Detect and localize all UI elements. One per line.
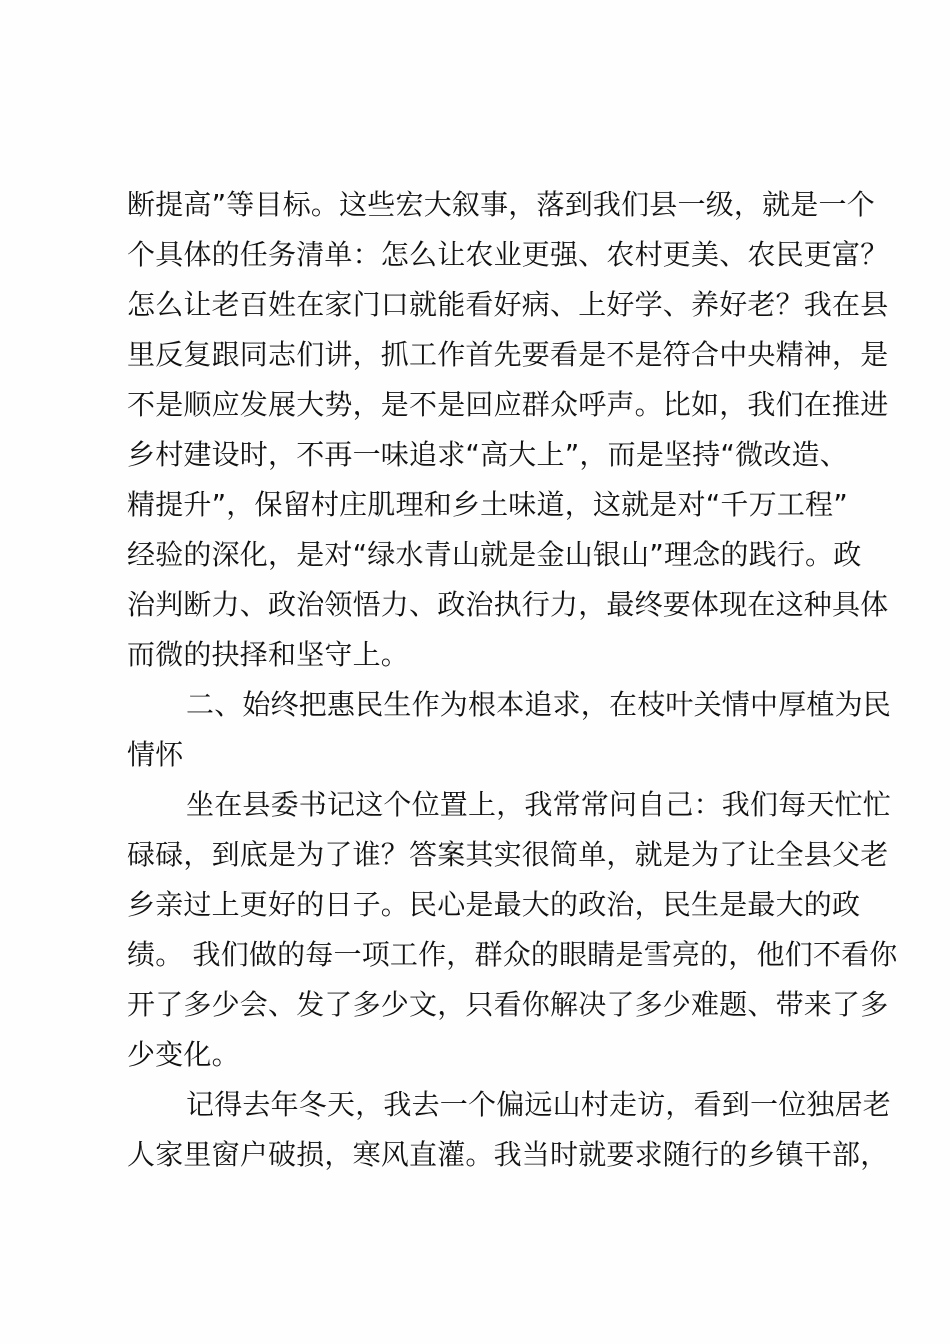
paragraph-1-line-2: 个具体的任务清单：怎么让农业更强、农村更美、农民更富？ — [127, 238, 889, 271]
paragraph-1-line-5: 不是顺应发展大势，是不是回应群众呼声。比如，我们在推进 — [127, 388, 889, 421]
paragraph-1-line-3: 怎么让老百姓在家门口就能看好病、上好学、养好老？我在县 — [127, 288, 889, 321]
paragraph-3-line-2: 人家里窗户破损，寒风直灌。我当时就要求随行的乡镇干部， — [127, 1138, 889, 1171]
paragraph-2-line-4: 绩。 我们做的每一项工作，群众的眼睛是雪亮的，他们不看你 — [127, 938, 898, 971]
paragraph-1-line-8: 经验的深化，是对“绿水青山就是金山银山”理念的践行。政 — [127, 538, 862, 571]
paragraph-1-line-1: 断提高”等目标。这些宏大叙事，落到我们县一级，就是一个 — [127, 188, 875, 221]
paragraph-2-line-1: 坐在县委书记这个位置上，我常常问自己：我们每天忙忙 — [186, 788, 892, 821]
section-heading-line-2: 情怀 — [127, 738, 184, 771]
paragraph-2-line-2: 碌碌，到底是为了谁？答案其实很简单，就是为了让全县父老 — [127, 838, 889, 871]
paragraph-1-line-9: 治判断力、政治领悟力、政治执行力，最终要体现在这种具体 — [127, 588, 889, 621]
paragraph-1-line-10: 而微的抉择和坚守上。 — [127, 638, 410, 671]
paragraph-1-line-6: 乡村建设时，不再一味追求“高大上”，而是坚持“微改造、 — [127, 438, 848, 471]
paragraph-1-line-7: 精提升”，保留村庄肌理和乡土味道，这就是对“千万工程” — [127, 488, 848, 521]
paragraph-2-line-3: 乡亲过上更好的日子。民心是最大的政治，民生是最大的政 — [127, 888, 861, 921]
paragraph-2-line-5: 开了多少会、发了多少文，只看你解决了多少难题、带来了多 — [127, 988, 889, 1021]
paragraph-2-line-6: 少变化。 — [127, 1038, 240, 1071]
paragraph-3-line-1: 记得去年冬天，我去一个偏远山村走访，看到一位独居老 — [186, 1088, 892, 1121]
section-heading-line-1: 二、始终把惠民生作为根本追求，在枝叶关情中厚植为民 — [186, 688, 892, 721]
paragraph-1-line-4: 里反复跟同志们讲，抓工作首先要看是不是符合中央精神，是 — [127, 338, 889, 371]
